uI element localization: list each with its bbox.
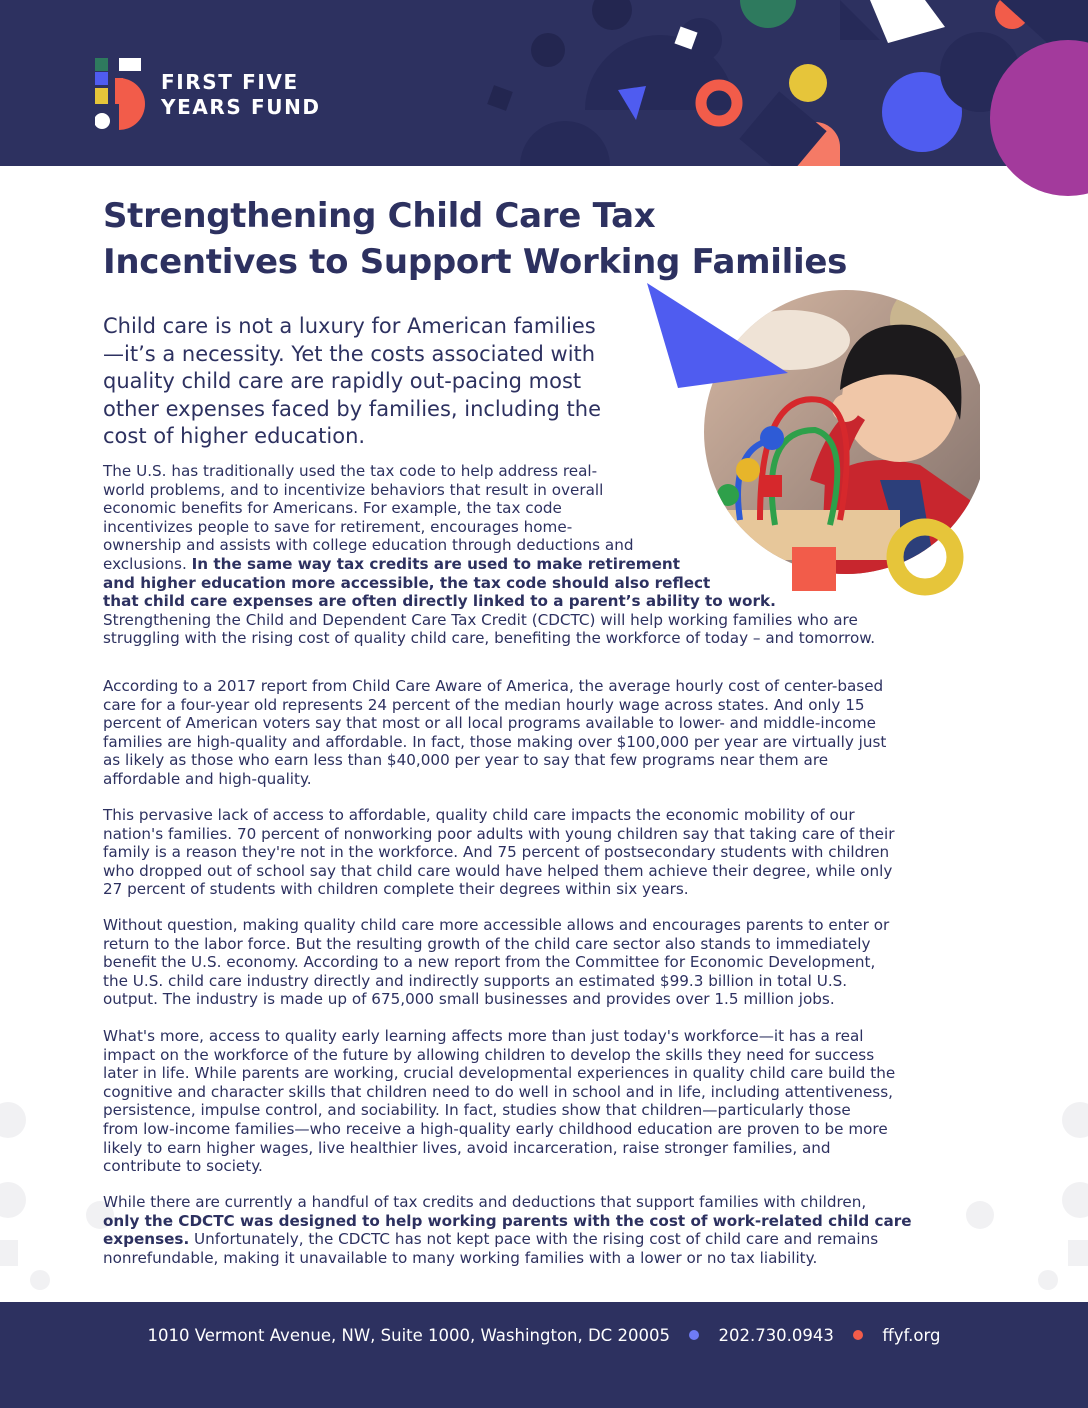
lead-line: —it’s a necessity. Yet the costs associated with [103, 341, 596, 366]
lead-line: Child care is not a luxury for American families [103, 314, 596, 338]
p3-line: 27 percent of students with children complete their degrees within six years. [103, 880, 689, 899]
lead-line: other expenses faced by families, including the [103, 396, 602, 421]
p4-line: benefit the U.S. economy. According to a new report from the Committee for Economic Development, [103, 953, 876, 972]
header-banner [0, 0, 1088, 166]
lead-line: quality child care are rapidly out-pacing most [103, 369, 582, 394]
paragraph-1 [103, 462, 983, 648]
p6-line [103, 1230, 983, 1249]
p2-line: percent of American voters say that most or all local programs available to lower- and middle-income [103, 714, 877, 733]
p5-line: persistence, impulse control, and sociability. In fact, studies show that children—particularly those [103, 1101, 851, 1120]
p1-line: The U.S. has traditionally used the tax code to help address real- [103, 462, 598, 480]
p1-line [103, 555, 983, 574]
paragraph-6 [103, 1193, 983, 1267]
title-line1: Strengthening Child Care Tax [103, 196, 656, 236]
lead-paragraph [103, 313, 648, 451]
p6-bold: expenses. [103, 1230, 190, 1249]
footer-address: 1010 Vermont Avenue, NW, Suite 1000, Washington, DC 20005 [147, 1326, 670, 1345]
p5-line: contribute to society. [103, 1157, 263, 1176]
bullet-dot-icon [853, 1330, 863, 1340]
bullet-dot-icon [689, 1330, 699, 1340]
p6-line: nonrefundable, making it unavailable to many working families with a lower or no tax liability. [103, 1248, 818, 1267]
footer [0, 1302, 1088, 1408]
p2-line: as likely as those who earn less than $40,000 per year to say that few programs near them are [103, 751, 829, 770]
p1-line: world problems, and to incentivize behaviors that result in overall [103, 480, 604, 499]
title-line2: Incentives to Support Working Families [103, 242, 848, 282]
brand-name-line1: FIRST FIVE [161, 70, 299, 94]
p6-line [103, 1212, 983, 1231]
p1-line: Strengthening the Child and Dependent Care Tax Credit (CDCTC) will help working families who are [103, 610, 858, 629]
p5-line: likely to earn higher wages, live healthier lives, avoid incarceration, raise stronger families, and [103, 1138, 831, 1157]
p5-line: from low-income families—who receive a high-quality early childhood education are proven to be more [103, 1119, 888, 1138]
p5-line: cognitive and character skills that children need to do well in school and in life, including attentiveness, [103, 1082, 893, 1101]
p4-line: return to the labor force. But the resulting growth of the child care sector also stands to immediately [103, 934, 871, 953]
first-five-years-fund-logo [95, 58, 155, 130]
p1-plain: exclusions. [103, 554, 192, 573]
p6-bold: only the CDCTC was designed to help working parents with the cost of work-related child care [103, 1211, 912, 1230]
p5-line: What's more, access to quality early learning affects more than just today's workforce—it has a real [103, 1027, 864, 1045]
paragraph-4 [103, 916, 983, 1009]
p2-line: care for a four-year old represents 24 percent of the median hourly wage across states. And only 15 [103, 695, 865, 714]
footer-website-link[interactable]: ffyf.org [882, 1326, 941, 1345]
p6-line: While there are currently a handful of tax credits and deductions that support families with children, [103, 1193, 867, 1211]
p1-line [103, 592, 983, 611]
p4-line: Without question, making quality child care more accessible allows and encourages parents to enter or [103, 916, 890, 934]
footer-contact [0, 1326, 1088, 1345]
paragraph-2 [103, 677, 983, 789]
lead-line: cost of higher education. [103, 424, 366, 449]
paragraph-5 [103, 1027, 983, 1176]
p3-line: This pervasive lack of access to affordable, quality child care impacts the economic mobility of our [103, 806, 855, 824]
p4-line: the U.S. child care industry directly and indirectly supports an estimated $99.3 billion in total U.S. [103, 971, 848, 990]
p1-line: economic benefits for Americans. For example, the tax code [103, 499, 562, 518]
p4-line: output. The industry is made up of 675,000 small businesses and provides over 1.5 million jobs. [103, 990, 835, 1009]
p1-bold: In the same way tax credits are used to make retirement [191, 554, 681, 573]
footer-phone[interactable]: 202.730.0943 [718, 1326, 834, 1345]
paragraph-3 [103, 806, 983, 899]
p3-line: nation's families. 70 percent of nonworking poor adults with young children say that taking care of their [103, 824, 895, 843]
brand-name-line2: YEARS FUND [161, 95, 321, 119]
purple-circle-decoration [990, 40, 1088, 196]
p1-line: struggling with the rising cost of quality child care, benefiting the workforce of today – and tomorrow. [103, 629, 876, 648]
p6-plain: Unfortunately, the CDCTC has not kept pace with the rising cost of child care and remains [189, 1230, 879, 1249]
p5-line: later in life. While parents are working, crucial developmental experiences in quality child care build the [103, 1064, 896, 1083]
p5-line: impact on the workforce of the future by allowing children to develop the skills they need for success [103, 1045, 875, 1064]
p1-bold: that child care expenses are often directly linked to a parent’s ability to work. [103, 592, 776, 611]
p3-line: who dropped out of school say that child care would have helped them achieve their degree, while only [103, 861, 893, 880]
p1-line: ownership and assists with college education through deductions and [103, 536, 634, 555]
p3-line: family is a reason they're not in the workforce. And 75 percent of postsecondary students with children [103, 843, 890, 862]
p1-line [103, 574, 983, 593]
page-title [103, 193, 923, 285]
p1-bold: and higher education more accessible, the tax code should also reflect [103, 573, 711, 592]
p2-line: affordable and high-quality. [103, 769, 312, 788]
brand-name [161, 70, 321, 120]
p1-line: incentivizes people to save for retirement, encourages home- [103, 517, 573, 536]
p2-line: According to a 2017 report from Child Care Aware of America, the average hourly cost of center-based [103, 677, 884, 695]
p2-line: families are high-quality and affordable. In fact, those making over $100,000 per year are virtually just [103, 732, 887, 751]
